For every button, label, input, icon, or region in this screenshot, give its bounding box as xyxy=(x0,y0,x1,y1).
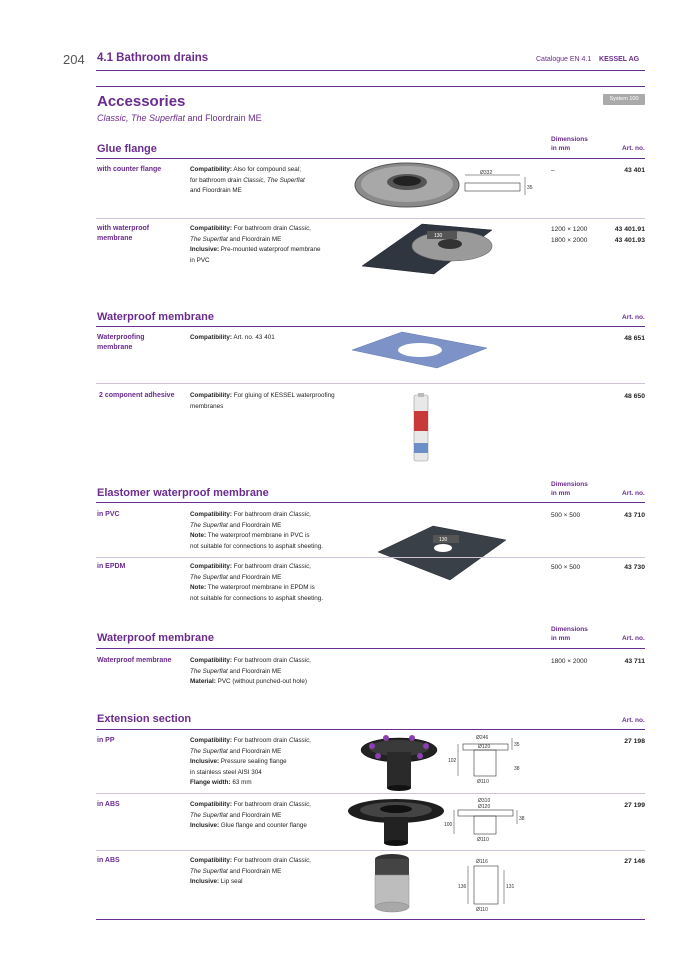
drawing-height: 38 xyxy=(514,766,520,772)
extension-abs-image xyxy=(346,797,446,847)
row-label: Waterproof membrane xyxy=(97,657,172,664)
desc-text: in stainless steel AISI 304 xyxy=(190,768,262,776)
in-mm-label: in mm xyxy=(551,145,571,152)
accessories-rule xyxy=(96,86,645,87)
compat-label: Compatibility: xyxy=(190,166,232,173)
row-label: in PVC xyxy=(97,511,120,518)
section-rule xyxy=(96,729,645,730)
adhesive-cartridge-image xyxy=(410,393,432,465)
label-line: Waterproofing xyxy=(97,334,145,341)
desc-italic: Classic, xyxy=(289,511,312,518)
desc-text: for bathroom drain xyxy=(190,176,244,184)
desc-text: membranes xyxy=(190,402,224,410)
dimension-value: 500 × 500 xyxy=(551,564,581,571)
compat-label: Compatibility: xyxy=(190,801,232,808)
compat-label: Compatibility: xyxy=(190,563,232,570)
header-rule xyxy=(96,70,645,71)
waterproofing-membrane-image xyxy=(352,330,487,370)
dimension-value: 1800 × 2000 xyxy=(551,658,588,665)
drawing-dia: Ø116 xyxy=(476,859,488,865)
desc-text: and Floordrain ME xyxy=(190,187,242,194)
row-label: in ABS xyxy=(97,857,120,864)
image-label: 130 xyxy=(439,537,448,543)
compat-text: For bathroom drain xyxy=(231,563,290,570)
drawing-dia: Ø110 xyxy=(476,907,488,913)
in-mm-label: in mm xyxy=(551,635,571,642)
desc-italic: Classic, The Superflat xyxy=(243,176,305,184)
dimension-value: 1800 × 2000 xyxy=(551,237,588,244)
subtitle-rest: and Floordrain ME xyxy=(185,113,262,123)
dimensions-label: Dimensions xyxy=(551,626,588,633)
desc-text: not suitable for connections to asphalt sheeting. xyxy=(190,542,324,550)
glue-flange-image xyxy=(352,160,462,210)
section-rule xyxy=(96,648,645,649)
drawing-height: 100 xyxy=(444,822,453,828)
label-line: membrane xyxy=(97,235,133,242)
row-description xyxy=(190,562,370,604)
inclusive-text: Pre-mounted waterproof membrane xyxy=(219,246,321,253)
drawing-dia: Ø110 xyxy=(477,837,489,843)
desc-italic: Classic, xyxy=(289,737,312,744)
label-line: with waterproof xyxy=(97,225,150,232)
desc-italic: The Superflat xyxy=(190,811,228,819)
row-label: in PP xyxy=(97,737,115,744)
row-label xyxy=(97,224,149,244)
article-number: 27 198 xyxy=(624,738,645,745)
material-text: PVC (without punched-out hole) xyxy=(215,678,307,685)
dimension-value: 1200 × 1200 xyxy=(551,226,588,233)
drawing-height: 102 xyxy=(448,758,457,764)
inclusive-label: Inclusive: xyxy=(190,246,220,253)
desc-italic: The Superflat xyxy=(190,747,228,755)
dimensions-label: Dimensions xyxy=(551,481,588,488)
extension-title: Extension section xyxy=(97,713,192,725)
dimensions-head xyxy=(551,135,588,153)
dimension-value: – xyxy=(551,167,555,174)
row-description xyxy=(190,391,350,412)
row-divider xyxy=(96,218,645,219)
art-no-head: Art. no. xyxy=(622,145,645,152)
article-number: 43 401.93 xyxy=(614,237,645,244)
drawing-dia: Ø110 xyxy=(477,779,489,785)
desc-text: and Floordrain ME xyxy=(227,521,282,529)
accessories-title: Accessories xyxy=(97,93,186,110)
drawing-dia: Ø332 xyxy=(480,170,493,176)
drawing-height: 136 xyxy=(458,884,467,890)
row-divider xyxy=(96,557,645,558)
article-numbers xyxy=(595,224,645,246)
row-label: with counter flange xyxy=(97,166,162,173)
row-label: in EPDM xyxy=(97,563,126,570)
row-description xyxy=(190,510,370,552)
row-description xyxy=(190,736,350,789)
compat-label: Compatibility: xyxy=(190,511,232,518)
drawing-dia: Ø120 xyxy=(478,744,491,750)
glue-flange-drawing xyxy=(460,167,533,207)
article-number: 27 146 xyxy=(624,858,645,865)
compat-label: Compatibility: xyxy=(190,857,232,864)
elastomer-title: Elastomer waterproof membrane xyxy=(97,487,269,499)
inclusive-text: Pressure sealing flange xyxy=(219,758,287,765)
flange-label: Flange width: xyxy=(190,779,231,786)
material-label: Material: xyxy=(190,678,216,685)
extension-pp-image xyxy=(358,732,440,792)
compat-label: Compatibility: xyxy=(190,334,232,341)
subtitle-italic: Classic, The Superflat xyxy=(97,113,186,123)
drawing-height: 35 xyxy=(527,185,533,191)
inclusive-text: Lip seal xyxy=(219,878,243,885)
desc-italic: Classic, xyxy=(289,563,312,570)
row-description xyxy=(190,333,350,344)
extension-abs-drawing xyxy=(444,796,528,846)
desc-italic: Classic, xyxy=(289,225,312,232)
footer-rule xyxy=(96,919,645,920)
glue-flange-rule xyxy=(96,158,645,159)
desc-text: and Floordrain ME xyxy=(227,667,282,675)
note-text: The waterproof membrane in EPDM is xyxy=(206,584,315,591)
drawing-height: 38 xyxy=(519,816,525,822)
article-number: 43 401.91 xyxy=(614,226,645,233)
article-number: 43 711 xyxy=(624,658,645,665)
dimension-values xyxy=(551,224,587,246)
row-divider xyxy=(96,383,645,384)
extension-abs-sleeve-image xyxy=(372,853,412,913)
compat-text: For bathroom drain xyxy=(231,737,290,744)
dimensions-head xyxy=(551,480,588,498)
desc-italic: The Superflat xyxy=(190,573,228,581)
row-divider xyxy=(96,793,645,794)
inclusive-label: Inclusive: xyxy=(190,822,220,829)
row-divider xyxy=(96,850,645,851)
drawing-height: 35 xyxy=(514,742,520,748)
desc-italic: The Superflat xyxy=(190,667,228,675)
section-rule xyxy=(96,326,645,327)
elastomer-membrane-image xyxy=(378,522,508,582)
extension-pp-drawing xyxy=(448,732,528,787)
dimensions-label: Dimensions xyxy=(551,136,588,143)
dimensions-head xyxy=(551,625,588,643)
article-number: 48 650 xyxy=(624,393,645,400)
header-catalogue xyxy=(536,56,639,63)
drawing-dia: Ø120 xyxy=(478,804,491,810)
row-label: in ABS xyxy=(97,801,120,808)
row-label: 2 component adhesive xyxy=(99,392,175,399)
article-number: 43 730 xyxy=(624,564,645,571)
compat-text: Also for compound seal; xyxy=(231,166,301,173)
desc-text: and Floordrain ME xyxy=(227,235,282,243)
note-label: Note: xyxy=(190,584,207,591)
label-line: membrane xyxy=(97,344,133,351)
catalogue-label: Catalogue EN 4.1 xyxy=(536,56,592,63)
row-description xyxy=(190,656,350,688)
desc-italic: The Superflat xyxy=(190,521,228,529)
compat-text: For bathroom drain xyxy=(231,801,290,808)
desc-italic: The Superflat xyxy=(190,867,228,875)
row-label xyxy=(97,333,145,353)
article-number: 48 651 xyxy=(624,335,645,342)
dimension-value: 500 × 500 xyxy=(551,512,581,519)
inclusive-label: Inclusive: xyxy=(190,758,220,765)
desc-text: in PVC xyxy=(190,256,210,264)
image-label: 130 xyxy=(434,233,443,239)
note-text: The waterproof membrane in PVC is xyxy=(206,532,310,539)
company-label: KESSEL AG xyxy=(599,56,640,63)
desc-text: and Floordrain ME xyxy=(227,811,282,819)
article-number: 43 710 xyxy=(624,512,645,519)
inclusive-text: Glue flange and counter flange xyxy=(219,822,307,829)
compat-label: Compatibility: xyxy=(190,737,232,744)
desc-italic: Classic, xyxy=(289,857,312,864)
glue-flange-title: Glue flange xyxy=(97,143,157,155)
desc-text: not suitable for connections to asphalt sheeting. xyxy=(190,594,324,602)
desc-italic: Classic, xyxy=(289,657,312,664)
desc-text: and Floordrain ME xyxy=(227,573,282,581)
note-label: Note: xyxy=(190,532,207,539)
compat-text: For bathroom drain xyxy=(231,657,290,664)
flange-text: 63 mm xyxy=(230,779,252,786)
drawing-dia: Ø310 xyxy=(478,798,491,804)
section-rule xyxy=(96,502,645,503)
article-number: 43 401 xyxy=(624,167,645,174)
waterproof-membrane-title: Waterproof membrane xyxy=(97,632,214,644)
section-title: 4.1 Bathroom drains xyxy=(97,52,209,64)
art-no-head: Art. no. xyxy=(622,635,645,642)
art-no-head: Art. no. xyxy=(622,717,645,724)
row-description xyxy=(190,224,350,266)
compat-label: Compatibility: xyxy=(190,225,232,232)
desc-italic: The Superflat xyxy=(190,235,228,243)
inclusive-label: Inclusive: xyxy=(190,878,220,885)
article-number: 27 199 xyxy=(624,802,645,809)
desc-italic: Classic, xyxy=(289,801,312,808)
in-mm-label: in mm xyxy=(551,490,571,497)
art-no-head: Art. no. xyxy=(622,314,645,321)
compat-text: For bathroom drain xyxy=(231,857,290,864)
waterproof-membrane-title: Waterproof membrane xyxy=(97,311,214,323)
extension-abs-sleeve-drawing xyxy=(458,856,518,912)
membrane-flange-image xyxy=(362,222,492,274)
compat-text: For bathroom drain xyxy=(231,225,290,232)
desc-text: and Floordrain ME xyxy=(227,867,282,875)
drawing-dia: Ø246 xyxy=(476,735,489,741)
compat-label: Compatibility: xyxy=(190,392,232,399)
compat-text: For gluing of KESSEL waterproofing xyxy=(231,392,335,399)
compat-label: Compatibility: xyxy=(190,657,232,664)
compat-text: Art. no. 43 401 xyxy=(231,334,275,341)
row-description xyxy=(190,165,350,197)
row-description xyxy=(190,800,350,832)
accessories-subtitle xyxy=(97,113,262,123)
system-badge: System 100 xyxy=(603,94,645,105)
row-description xyxy=(190,856,350,888)
compat-text: For bathroom drain xyxy=(231,511,290,518)
desc-text: and Floordrain ME xyxy=(227,747,282,755)
page-number: 204 xyxy=(63,52,85,67)
art-no-head: Art. no. xyxy=(622,490,645,497)
drawing-height: 131 xyxy=(506,884,515,890)
